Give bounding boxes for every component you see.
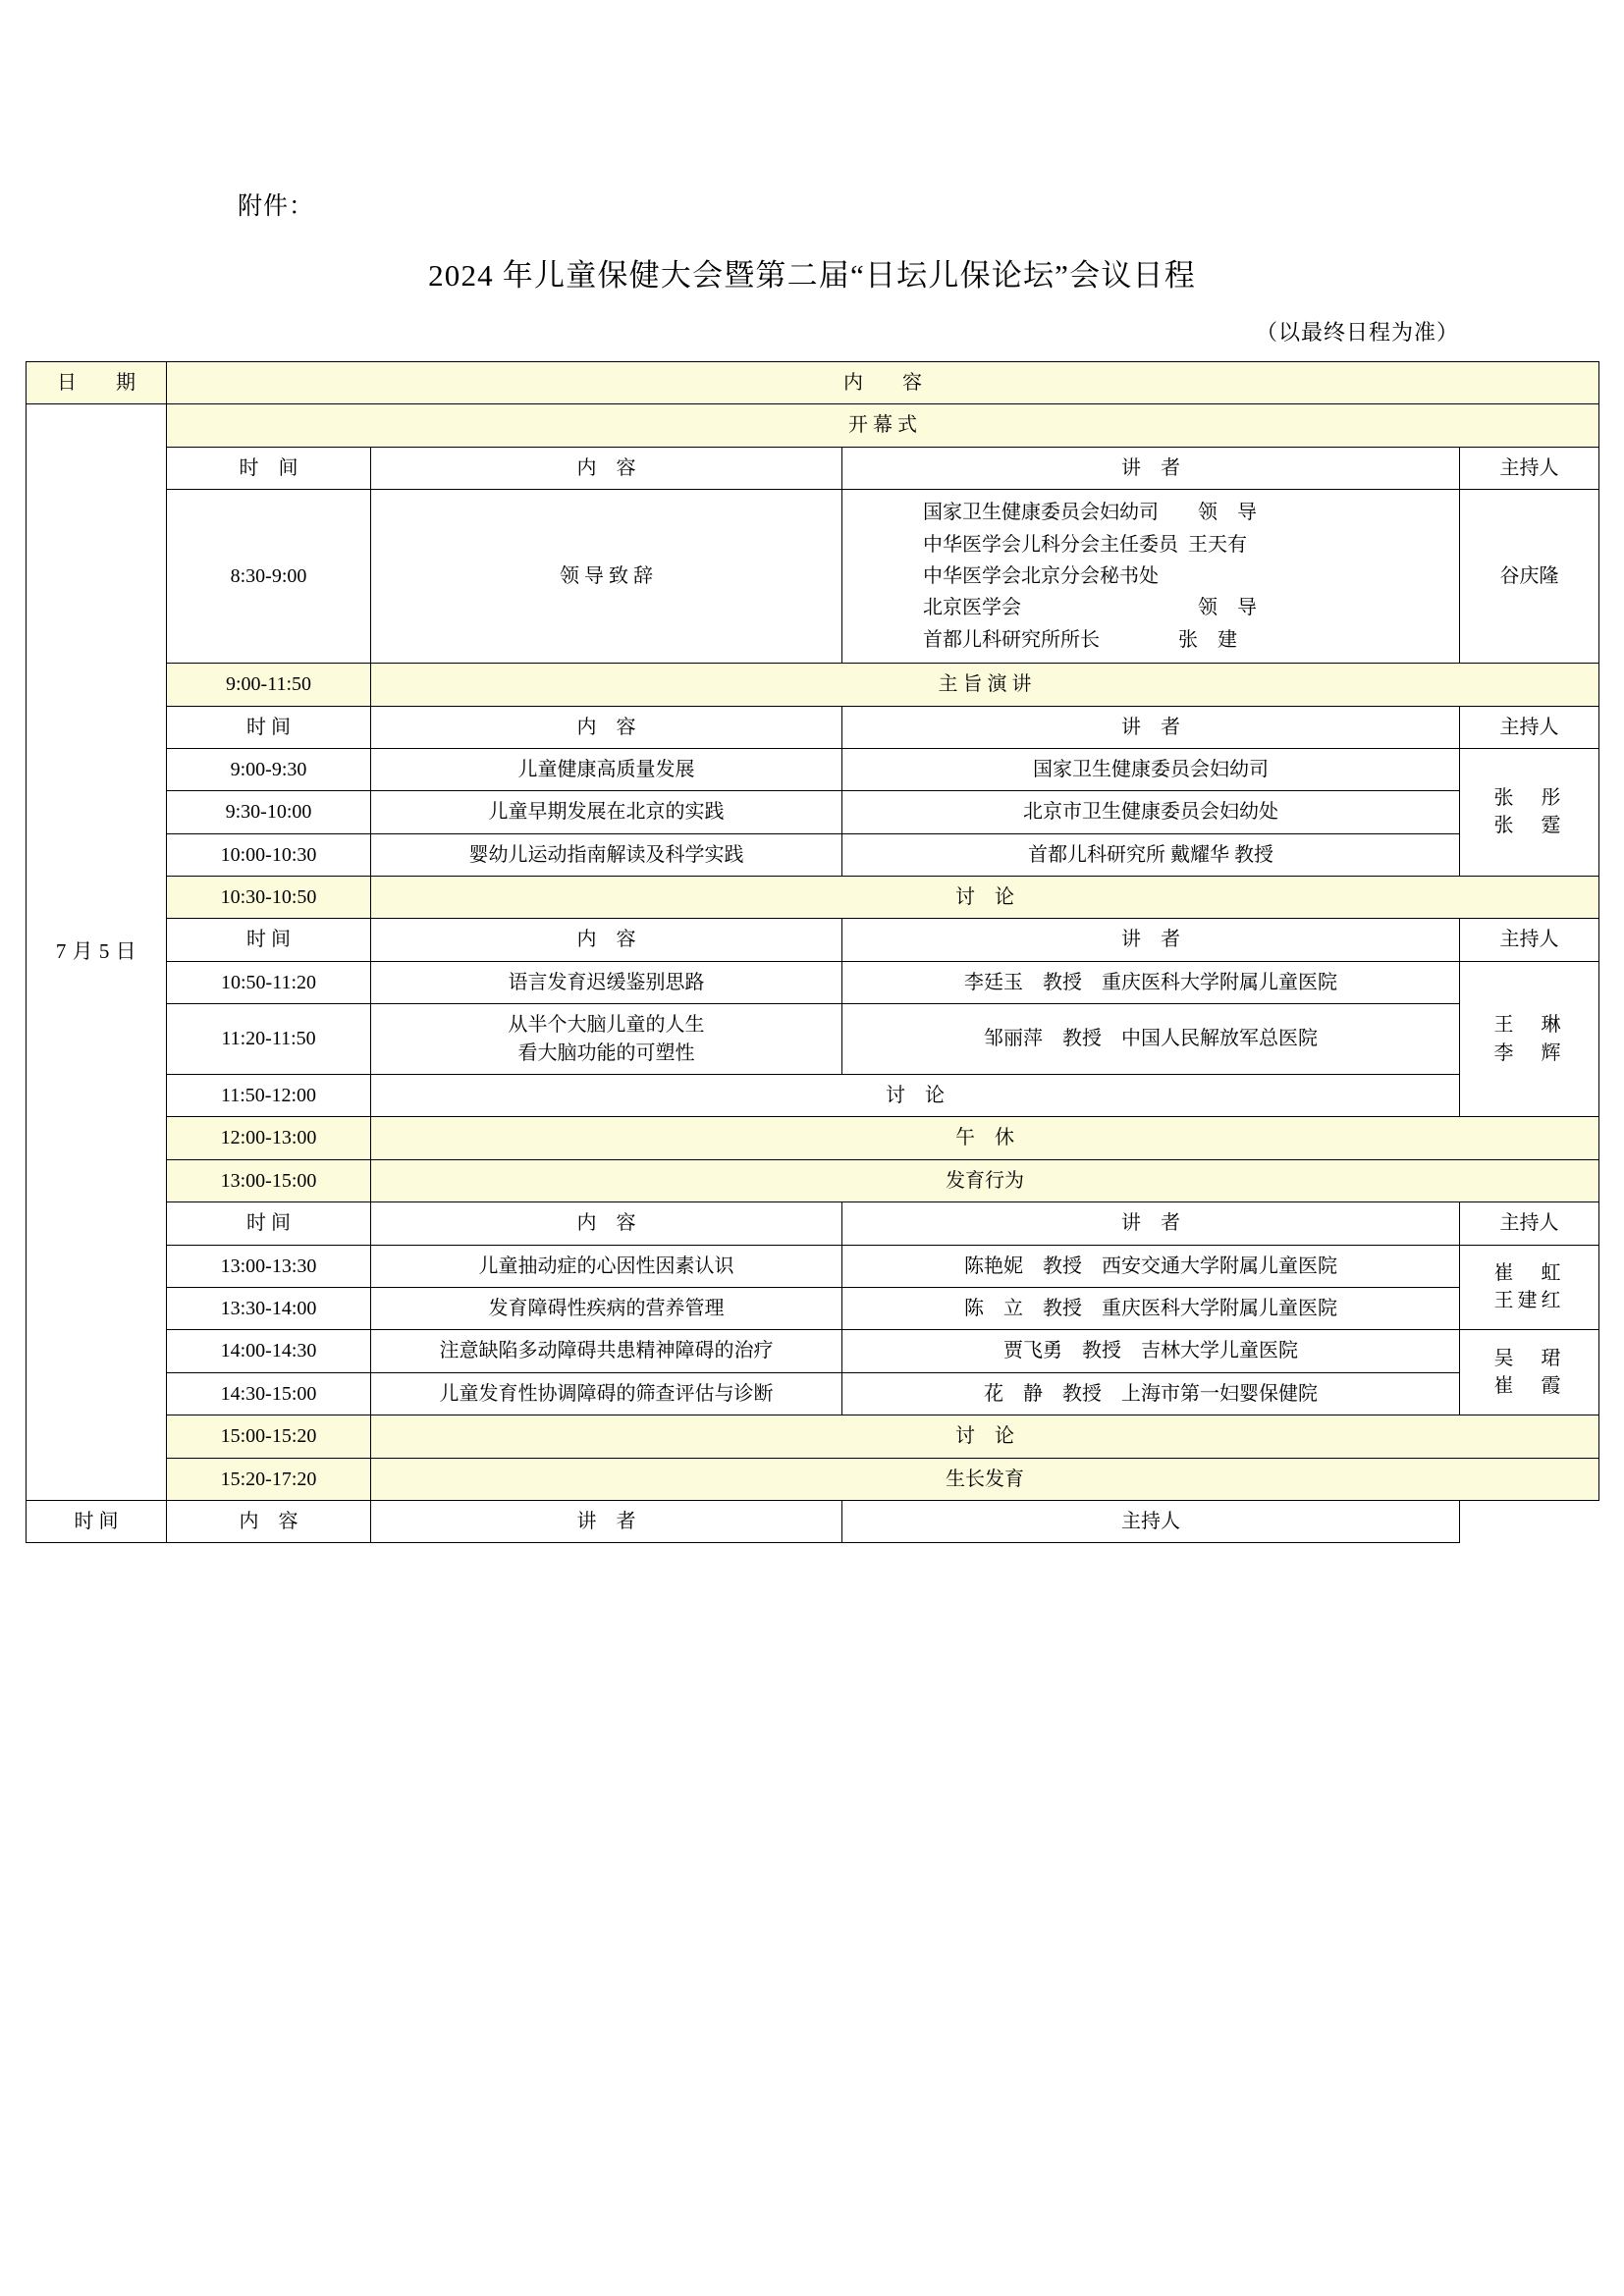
subheader-chair: 主持人 (1460, 447, 1599, 489)
subheader-time: 时 间 (167, 447, 371, 489)
row-speaker: 北京市卫生健康委员会妇幼处 (842, 791, 1460, 833)
row-speaker: 邹丽萍 教授 中国人民解放军总医院 (842, 1004, 1460, 1075)
band-time-discussion: 10:30-10:50 (167, 877, 371, 919)
row-time: 14:30-15:00 (167, 1372, 371, 1415)
subheader-chair: 主持人 (1460, 919, 1599, 961)
row-time: 9:30-10:00 (167, 791, 371, 833)
table-row (27, 961, 1599, 1003)
row-topic: 婴幼儿运动指南解读及科学实践 (371, 833, 842, 876)
row-chair (1460, 1330, 1599, 1415)
row-time: 9:00-9:30 (167, 748, 371, 790)
row-topic: 儿童发育性协调障碍的筛查评估与诊断 (371, 1372, 842, 1415)
row-time: 13:30-14:00 (167, 1287, 371, 1329)
row-topic: 发育障碍性疾病的营养管理 (371, 1287, 842, 1329)
subheader-content: 内 容 (371, 706, 842, 748)
row-chair (1460, 748, 1599, 876)
subheader-speaker: 讲 者 (842, 919, 1460, 961)
band-time-lunch: 12:00-13:00 (167, 1117, 371, 1159)
row-chair (1460, 1245, 1599, 1330)
row-topic: 儿童健康高质量发展 (371, 748, 842, 790)
subheader-content: 内 容 (167, 1500, 371, 1542)
row-time: 10:50-11:20 (167, 961, 371, 1003)
subheader-chair: 主持人 (1460, 706, 1599, 748)
section-band-lunch (27, 1117, 1599, 1159)
subheader-row-growth (27, 1500, 1599, 1542)
speaker-line: 中华医学会北京分会秘书处 (923, 564, 1159, 587)
table-row (27, 490, 1599, 664)
subheader-speaker: 讲 者 (842, 1202, 1460, 1245)
row-time: 11:20-11:50 (167, 1004, 371, 1075)
row-topic: 领 导 致 辞 (371, 490, 842, 664)
table-row (27, 1004, 1599, 1075)
row-topic: 儿童早期发展在北京的实践 (371, 791, 842, 833)
row-topic (371, 1004, 842, 1075)
row-time: 13:00-13:30 (167, 1245, 371, 1287)
section-band-discussion-1 (27, 877, 1599, 919)
table-row (27, 1245, 1599, 1287)
row-chair: 谷庆隆 (1460, 490, 1599, 664)
band-label-devbehavior: 发育行为 (371, 1159, 1599, 1201)
conference-schedule-table (26, 361, 1599, 1543)
band-label-discussion: 讨 论 (371, 877, 1599, 919)
band-time-discussion: 15:00-15:20 (167, 1415, 371, 1458)
section-band-opening (27, 404, 1599, 447)
band-label-keynote: 主 旨 演 讲 (371, 664, 1599, 706)
table-row (27, 1075, 1599, 1117)
chair-line: 张 彤 (1493, 787, 1565, 810)
band-label-growth: 生长发育 (371, 1458, 1599, 1500)
subheader-chair: 主持人 (1460, 1202, 1599, 1245)
section-band-devbehavior (27, 1159, 1599, 1201)
row-time: 10:00-10:30 (167, 833, 371, 876)
row-time: 8:30-9:00 (167, 490, 371, 664)
speaker-line: 北京医学会 领 导 (923, 597, 1257, 619)
row-speaker: 陈 立 教授 重庆医科大学附属儿童医院 (842, 1287, 1460, 1329)
row-speaker: 贾飞勇 教授 吉林大学儿童医院 (842, 1330, 1460, 1372)
subheader-time: 时 间 (167, 1202, 371, 1245)
subheader-speaker: 讲 者 (842, 706, 1460, 748)
subheader-time: 时 间 (27, 1500, 167, 1542)
band-time-keynote: 9:00-11:50 (167, 664, 371, 706)
band-time-growth: 15:20-17:20 (167, 1458, 371, 1500)
chair-line: 吴 珺 (1493, 1347, 1565, 1369)
subheader-row-keynote (27, 706, 1599, 748)
chair-line: 张 霆 (1493, 815, 1565, 837)
row-merged-discussion: 讨 论 (371, 1075, 1460, 1117)
table-row (27, 1330, 1599, 1372)
subheader-content: 内 容 (371, 1202, 842, 1245)
page-title: 2024 年儿童保健大会暨第二届“日坛儿保论坛”会议日程 (428, 258, 1196, 293)
chair-line: 崔 霞 (1493, 1375, 1565, 1398)
subheader-row-session3 (27, 919, 1599, 961)
chair-line: 王建红 (1493, 1290, 1565, 1312)
row-time: 14:00-14:30 (167, 1330, 371, 1372)
table-row (27, 748, 1599, 790)
row-speaker: 首都儿科研究所 戴耀华 教授 (842, 833, 1460, 876)
subheader-content: 内 容 (371, 919, 842, 961)
chair-line: 王 琳 (1493, 1014, 1565, 1037)
row-chair (1460, 961, 1599, 1117)
band-time-devbehavior: 13:00-15:00 (167, 1159, 371, 1201)
subheader-speaker: 讲 者 (371, 1500, 842, 1542)
chair-line: 崔 虹 (1493, 1262, 1565, 1285)
row-topic: 儿童抽动症的心因性因素认识 (371, 1245, 842, 1287)
chair-line: 李 辉 (1493, 1041, 1565, 1064)
header-content: 内 容 (167, 362, 1599, 404)
subheader-chair: 主持人 (842, 1500, 1460, 1542)
row-speaker: 国家卫生健康委员会妇幼司 (842, 748, 1460, 790)
section-band-keynote (27, 664, 1599, 706)
band-label-discussion: 讨 论 (371, 1415, 1599, 1458)
table-row (27, 791, 1599, 833)
row-topic: 注意缺陷多动障碍共患精神障碍的治疗 (371, 1330, 842, 1372)
subheader-time: 时 间 (167, 706, 371, 748)
band-label-lunch: 午 休 (371, 1117, 1599, 1159)
row-time: 11:50-12:00 (167, 1075, 371, 1117)
band-label-opening: 开 幕 式 (167, 404, 1599, 447)
page-subtitle: （以最终日程为准） (1255, 320, 1459, 345)
row-topic: 语言发育迟缓鉴别思路 (371, 961, 842, 1003)
subheader-time: 时 间 (167, 919, 371, 961)
attachment-label: 附件： (238, 193, 315, 220)
topic-line: 从半个大脑儿童的人生 (508, 1014, 705, 1037)
row-speaker: 李廷玉 教授 重庆医科大学附属儿童医院 (842, 961, 1460, 1003)
table-row (27, 1287, 1599, 1329)
subheader-row-devbehavior (27, 1202, 1599, 1245)
header-date: 日 期 (27, 362, 167, 404)
speaker-line: 国家卫生健康委员会妇幼司 领 导 (923, 502, 1257, 524)
row-speaker: 陈艳妮 教授 西安交通大学附属儿童医院 (842, 1245, 1460, 1287)
subheader-speaker: 讲 者 (842, 447, 1460, 489)
topic-line: 看大脑功能的可塑性 (517, 1041, 695, 1064)
date-cell: 7 月 5 日 (27, 404, 167, 1501)
speaker-line: 首都儿科研究所所长 张 建 (923, 628, 1237, 651)
subheader-content: 内 容 (371, 447, 842, 489)
row-speaker: 花 静 教授 上海市第一妇婴保健院 (842, 1372, 1460, 1415)
table-header-row (27, 362, 1599, 404)
section-band-discussion-2 (27, 1415, 1599, 1458)
row-speaker (842, 490, 1460, 664)
subheader-row-opening (27, 447, 1599, 489)
speaker-line: 中华医学会儿科分会主任委员 王天有 (923, 533, 1247, 556)
section-band-growth (27, 1458, 1599, 1500)
table-row (27, 833, 1599, 876)
table-row (27, 1372, 1599, 1415)
